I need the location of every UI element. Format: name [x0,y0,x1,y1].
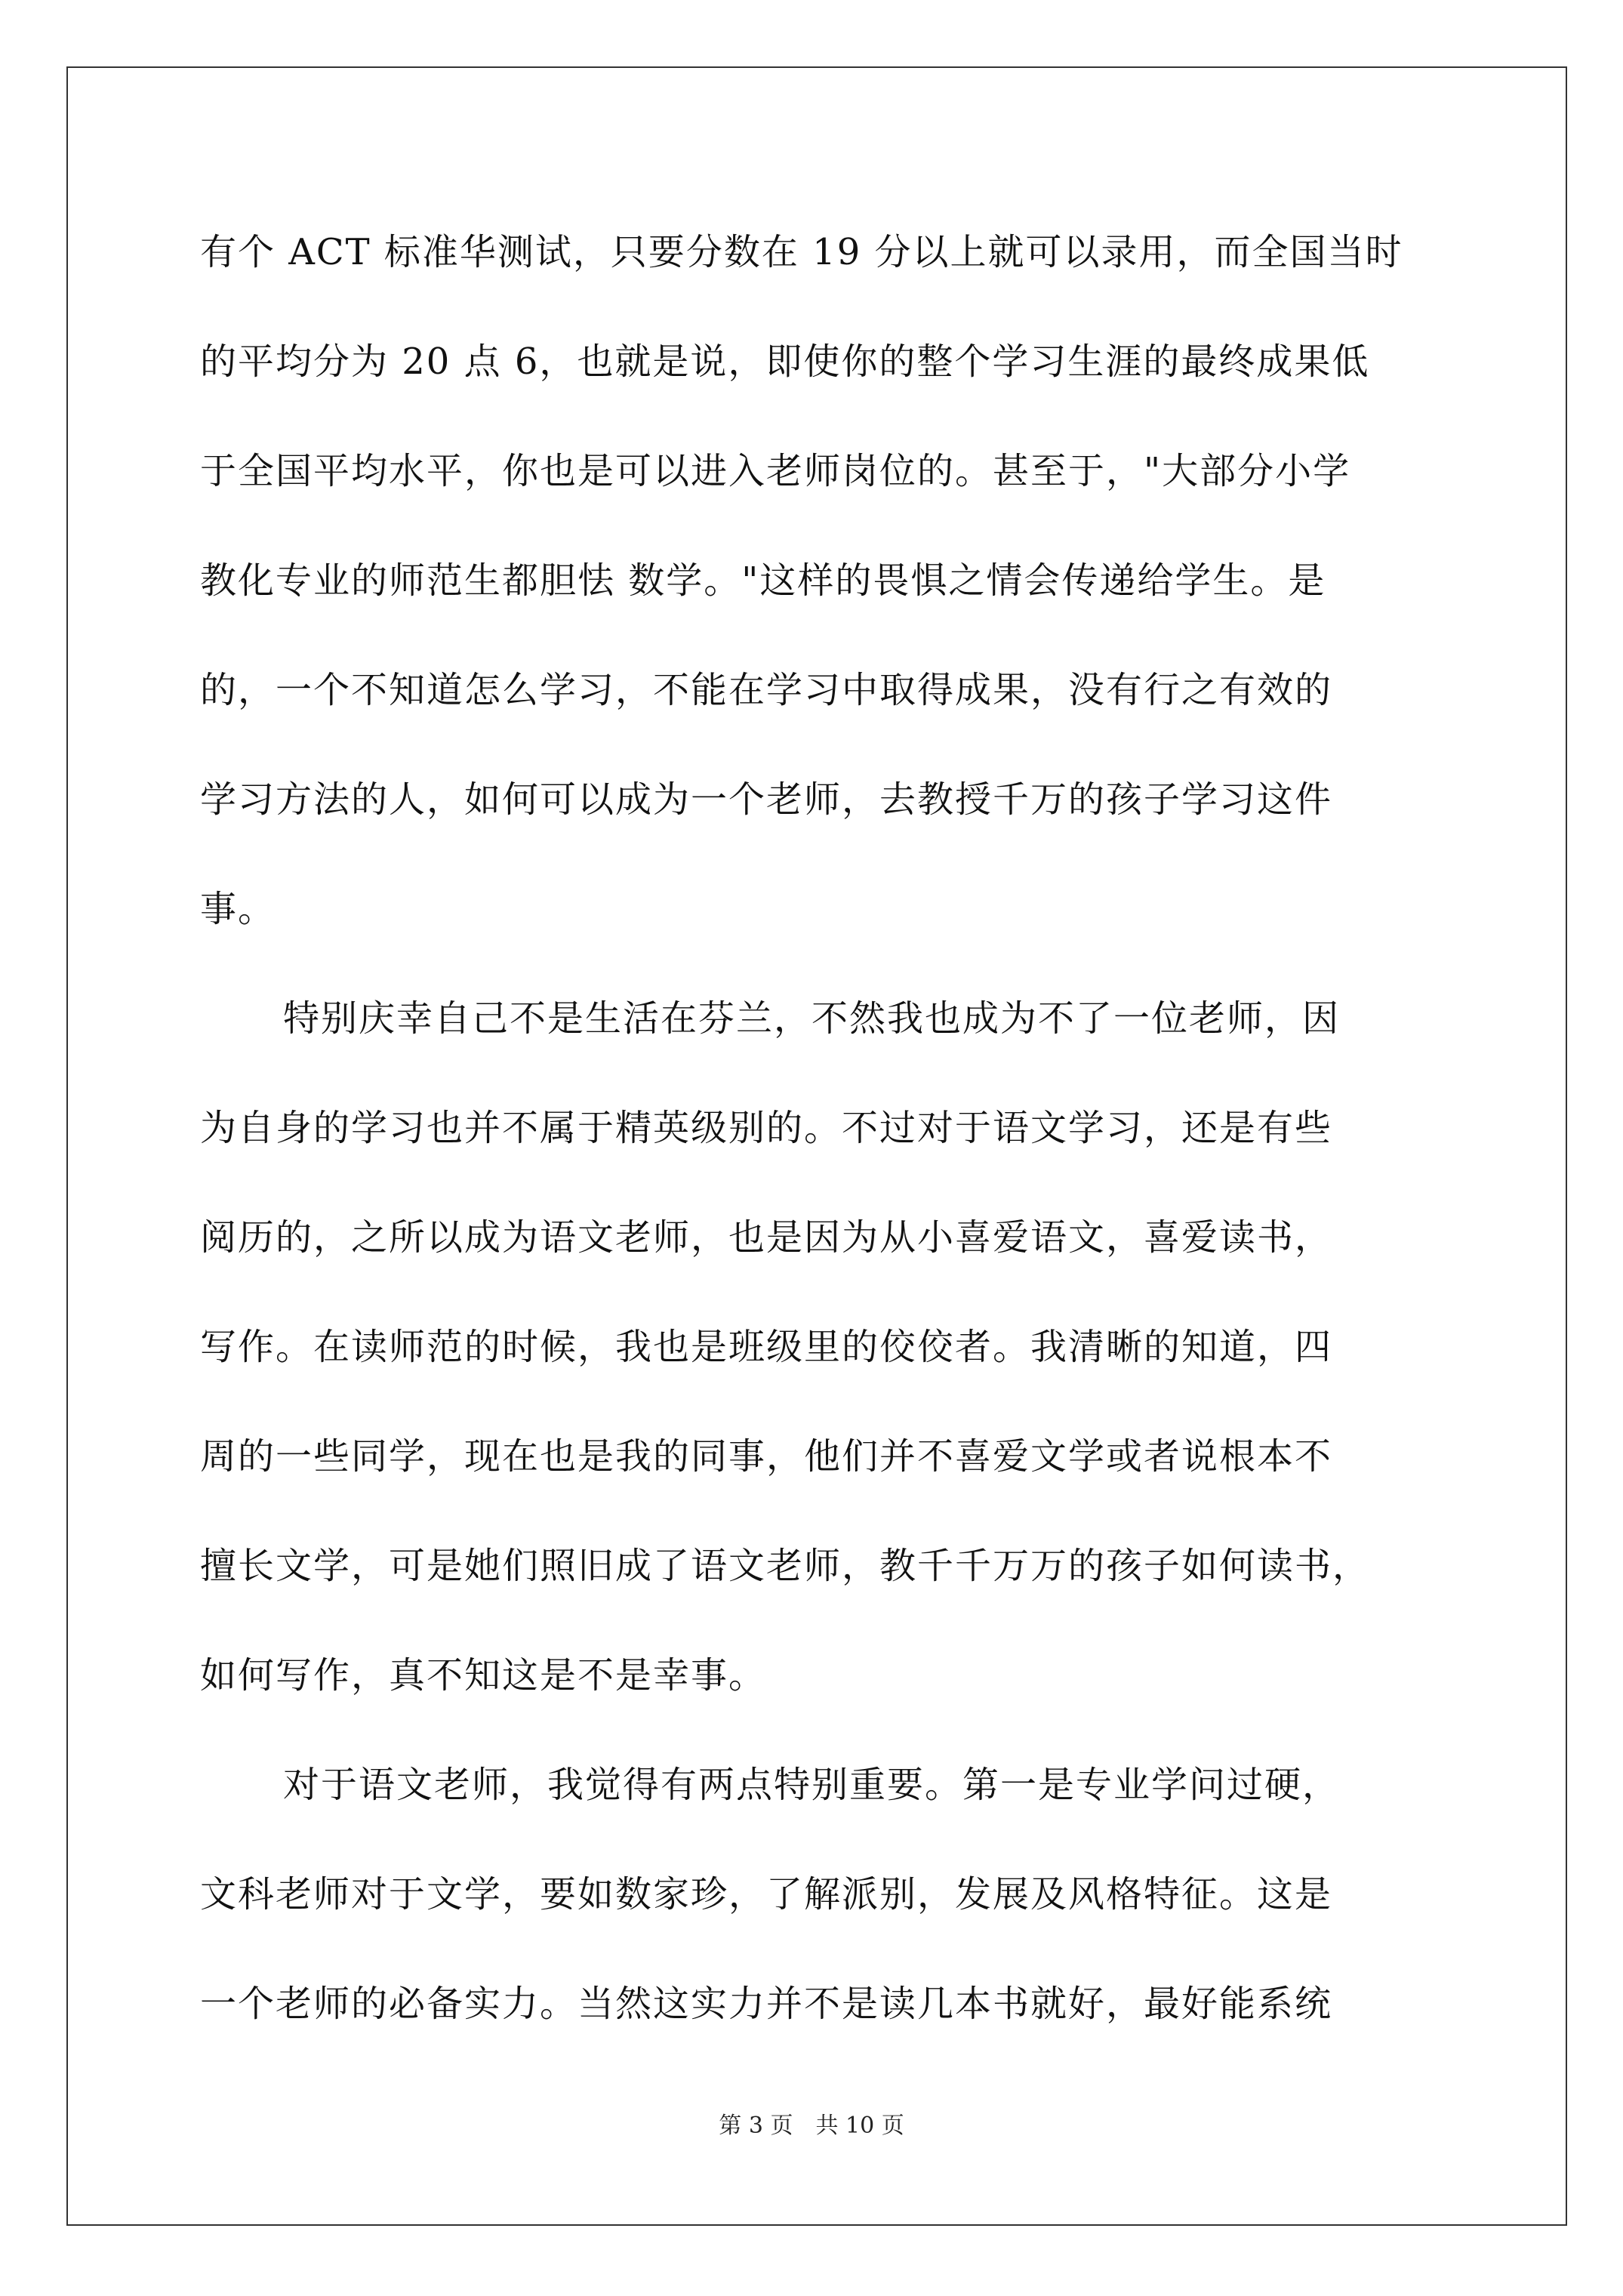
text-line: 特别庆幸自己不是生活在芬兰，不然我也成为不了一位老师，因 [283,997,1341,1040]
text-line: 擅长文学，可是她们照旧成了语文老师，教千千万万的孩子如何读书， [200,1545,1371,1587]
text-line: 为自身的学习也并不属于精英级别的。不过对于语文学习，还是有些 [200,1107,1333,1149]
page-number: 第 3 页 [719,2113,793,2139]
text-line: 的，一个不知道怎么学习，不能在学习中取得成果，没有行之有效的 [200,669,1333,711]
text-line: 学习方法的人，如何可以成为一个老师，去教授千万的孩子学习这件 [200,778,1333,821]
text-line: 周的一些同学，现在也是我的同事，他们并不喜爱文学或者说根本不 [200,1435,1333,1478]
text-line: 如何写作，真不知这是不是幸事。 [200,1654,767,1697]
page-total: 共 10 页 [815,2113,904,2139]
page-footer [0,2106,1623,2140]
text-line: 事。 [200,888,276,930]
text-line: 对于语文老师，我觉得有两点特别重要。第一是专业学问过硬， [283,1764,1341,1806]
text-line: 写作。在读师范的时候，我也是班级里的佼佼者。我清晰的知道，四 [200,1326,1333,1368]
text-line: 于全国平均水平，你也是可以进入老师岗位的。甚至于，"大部分小学 [200,450,1351,492]
text-line: 的平均分为 20 点 6，也就是说，即使你的整个学习生涯的最终成果低 [200,341,1370,383]
text-line: 一个老师的必备实力。当然这实力并不是读几本书就好，最好能系统 [200,1983,1333,2025]
text-line: 阅历的，之所以成为语文老师，也是因为从小喜爱语文，喜爱读书， [200,1216,1333,1259]
text-line: 有个 ACT 标准华测试，只要分数在 19 分以上就可以录用，而全国当时 [200,231,1403,273]
document-body [200,198,1476,2059]
text-line: 教化专业的师范生都胆怯 数学。"这样的畏惧之情会传递给学生。是 [200,559,1326,602]
text-line: 文科老师对于文学，要如数家珍，了解派别，发展及风格特征。这是 [200,1873,1333,1915]
